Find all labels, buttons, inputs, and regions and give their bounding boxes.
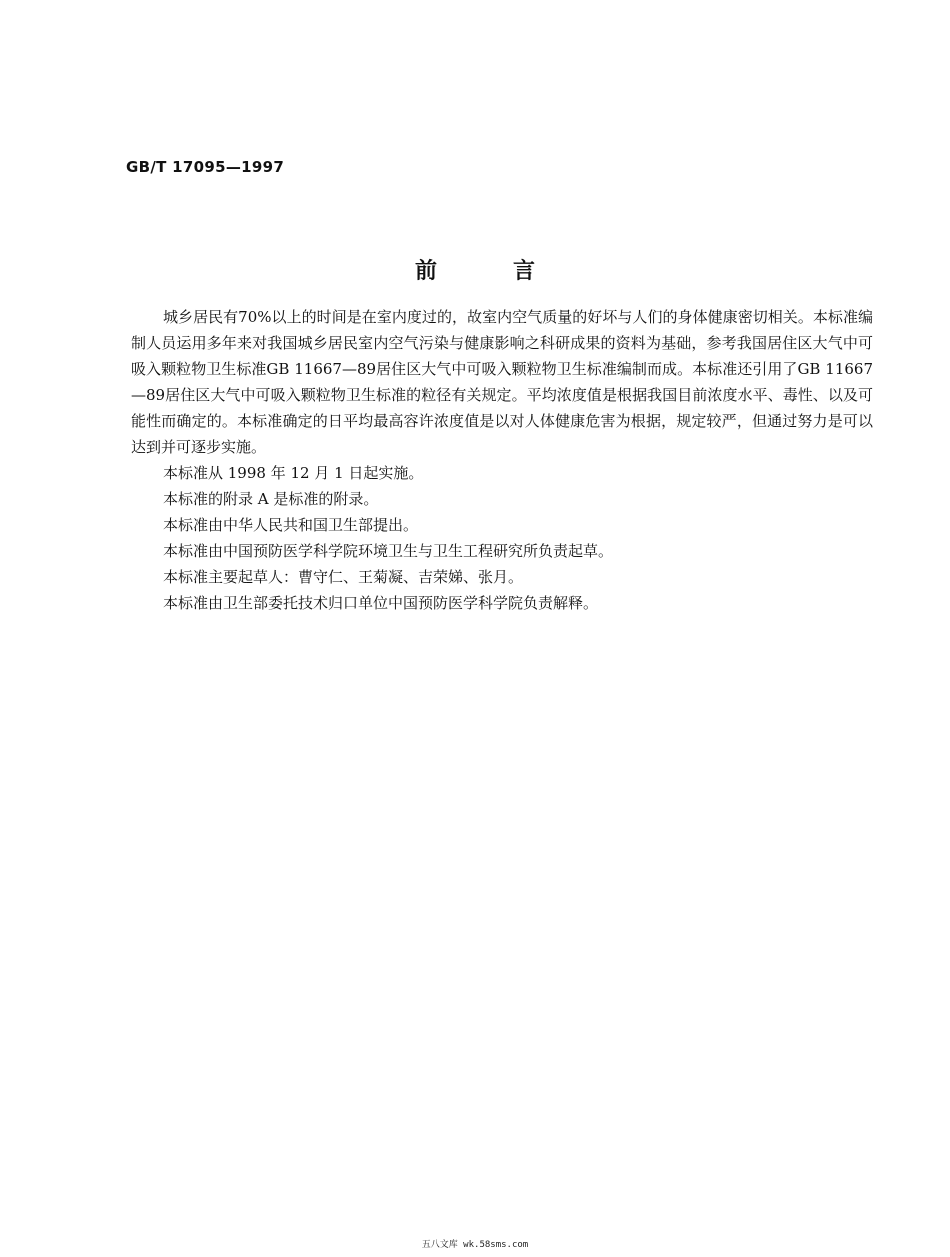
paragraph-effective-date: 本标准从 1998 年 12 月 1 日起实施。 [163, 464, 424, 482]
page-title: 前言 [414, 259, 611, 284]
footer-watermark: 五八文库 wk.58sms.com [421, 1240, 529, 1250]
foreword-body [131, 304, 873, 616]
paragraph-authors: 本标准主要起草人：曹守仁、王菊凝、吉荣娣、张月。 [163, 568, 524, 586]
paragraph-proposer: 本标准由中华人民共和国卫生部提出。 [163, 516, 419, 534]
paragraph-interpretation: 本标准由卫生部委托技术归口单位中国预防医学科学院负责解释。 [163, 594, 599, 612]
standard-number: GB/T 17095—1997 [126, 158, 285, 176]
paragraph-drafter: 本标准由中国预防医学科学院环境卫生与卫生工程研究所负责起草。 [163, 542, 614, 560]
paragraph-appendix: 本标准的附录 A 是标准的附录。 [163, 490, 379, 508]
paragraph-intro: 城乡居民有70%以上的时间是在室内度过的，故室内空气质量的好坏与人们的身体健康密切相关。本标准编制人员运用多年来对我国城乡居民室内空气污染与健康影响之科研成果的资料为基础，参考我国居住区大气中可吸入颗粒物卫生标准GB 11667—89居住区大气中可吸入颗粒物卫生标准编制而成。本标准还引用了GB 11667—89居住区大气中可吸入颗粒物卫生标准的粒径有关规定。平均浓度值是根据我国目前浓度水平、毒性、以及可能性而确定的。本标准确定的日平均最高容许浓度值是以对人体健康危害为根据，规定较严，但通过努力是可以达到并可逐步实施。 [131, 308, 873, 456]
